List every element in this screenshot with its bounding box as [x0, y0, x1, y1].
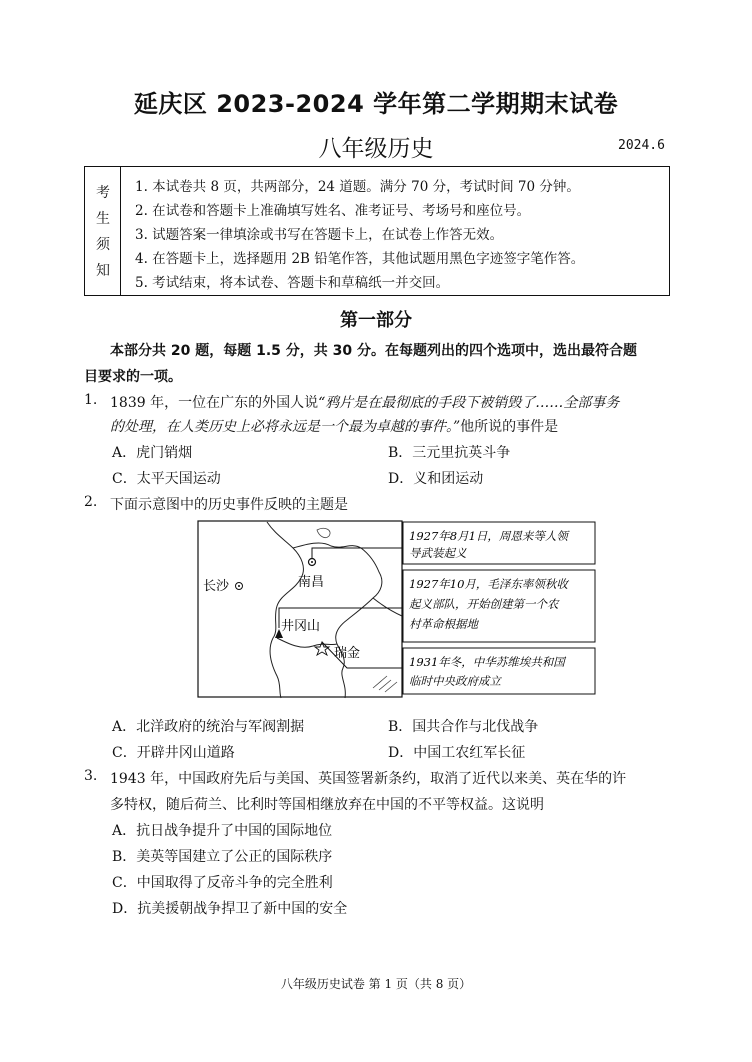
- exam-notice-box: [84, 166, 670, 296]
- exam-subject: 八年级历史: [318, 136, 434, 162]
- changsha-marker-dot: [238, 585, 240, 587]
- question-1-line2: [110, 416, 558, 436]
- question-1-quote: 的处理，在人类历史上必将永远是一个最为卓越的事件。”: [110, 419, 461, 435]
- map-label-nanchang: 南昌: [298, 575, 325, 590]
- notice-label: [85, 167, 121, 295]
- event-box-1-line1: 1927年8月1日，周恩来等人领: [409, 529, 568, 543]
- notice-item: 5. 考试结束，将本试卷、答题卡和草稿纸一并交回。: [135, 275, 450, 291]
- event-box-3-line2: 临时中央政府成立: [409, 674, 501, 688]
- map-label-changsha: 长沙: [203, 579, 230, 594]
- question-3-number: 3.: [84, 768, 98, 784]
- map-boundary-south: [277, 638, 337, 647]
- section-intro-line2: 目要求的一项。: [84, 369, 182, 385]
- notice-label-char: 须: [96, 237, 110, 253]
- question-1-option-d: D．义和团运动: [388, 471, 484, 487]
- event-box-2-line1: 1927年10月，毛泽东率领秋收: [409, 577, 568, 591]
- map-boundary-branch: [373, 598, 402, 616]
- event-box-1-line2: 导武装起义: [409, 546, 467, 560]
- notice-item: 4. 在答题卡上，选择题用 2B 铅笔作答，其他试题用黑色字迹签字笔作答。: [135, 251, 585, 267]
- question-3-option-b: B．美英等国建立了公正的国际秩序: [112, 849, 333, 865]
- question-2-map: [197, 520, 597, 700]
- exam-date: 2024.6: [618, 138, 665, 153]
- question-2-line1: 下面示意图中的历史事件反映的主题是: [110, 497, 348, 513]
- map-lake: [317, 528, 330, 537]
- notice-label-char: 知: [96, 263, 110, 279]
- map-label-ruijin: 瑞金: [334, 646, 361, 661]
- question-1-number: 1.: [84, 392, 98, 408]
- notice-item: 1. 本试卷共 8 页，共两部分，24 道题。满分 70 分，考试时间 70 分钟。: [135, 179, 580, 195]
- question-1-text: 他所说的事件是: [460, 419, 559, 435]
- question-3-line1: 1943 年，中国政府先后与美国、英国签署新条约，取消了近代以来美、英在华的许: [110, 771, 627, 787]
- question-3-option-a: A．抗日战争提升了中国的国际地位: [112, 823, 333, 839]
- section-title: 第一部分: [340, 310, 412, 331]
- question-1-text: 1839 年，一位在广东的外国人说: [110, 395, 319, 411]
- question-2-option-d: D．中国工农红军长征: [388, 745, 526, 761]
- event-box-3-line1: 1931年冬，中华苏维埃共和国: [409, 655, 565, 669]
- event-box-2-line2: 起义部队，开始创建第一个农: [409, 597, 559, 611]
- question-3-option-d: D．抗美援朝战争捍卫了新中国的安全: [112, 901, 348, 917]
- page-footer: 八年级历史试卷 第 1 页（共 8 页）: [280, 977, 472, 991]
- question-2-number: 2.: [84, 494, 98, 510]
- question-1-option-c: C．太平天国运动: [112, 471, 221, 487]
- notice-label-char: 考: [96, 185, 110, 201]
- question-3-line2: 多特权，随后荷兰、比利时等国相继放弃在中国的不平等权益。这说明: [110, 797, 544, 813]
- question-2-option-b: B．国共合作与北伐战争: [388, 719, 539, 735]
- notice-item: 3. 试题答案一律填涂或书写在答题卡上，在试卷上作答无效。: [135, 227, 504, 243]
- connector-nanchang: [312, 548, 403, 558]
- notice-item: 2. 在试卷和答题卡上准确填写姓名、准考证号、考场号和座位号。: [135, 203, 531, 219]
- question-1-option-b: B．三元里抗英斗争: [388, 445, 511, 461]
- question-1-option-a: A．虎门销烟: [112, 445, 193, 461]
- question-1-quote: “鸦片是在最彻底的手段下被销毁了……全部事务: [318, 395, 620, 411]
- nanchang-marker-dot: [311, 561, 313, 563]
- notice-label-char: 生: [96, 211, 110, 227]
- map-boundary-west: [267, 522, 303, 698]
- map-hatch: [373, 676, 397, 692]
- exam-title: 延庆区 2023-2024 学年第二学期期末试卷: [133, 90, 619, 118]
- question-3-option-c: C．中国取得了反帝斗争的完全胜利: [112, 875, 333, 891]
- event-box-2-line3: 村革命根据地: [409, 617, 478, 631]
- map-frame: [198, 521, 402, 697]
- question-1-line1: [110, 392, 619, 412]
- section-intro-line1: 本部分共 20 题，每题 1.5 分，共 30 分。在每题列出的四个选项中，选出最符合题: [110, 343, 638, 359]
- map-label-jinggangshan: 井冈山: [281, 619, 321, 634]
- question-2-option-c: C．开辟井冈山道路: [112, 745, 235, 761]
- question-2-option-a: A．北洋政府的统治与军阀割据: [112, 719, 305, 735]
